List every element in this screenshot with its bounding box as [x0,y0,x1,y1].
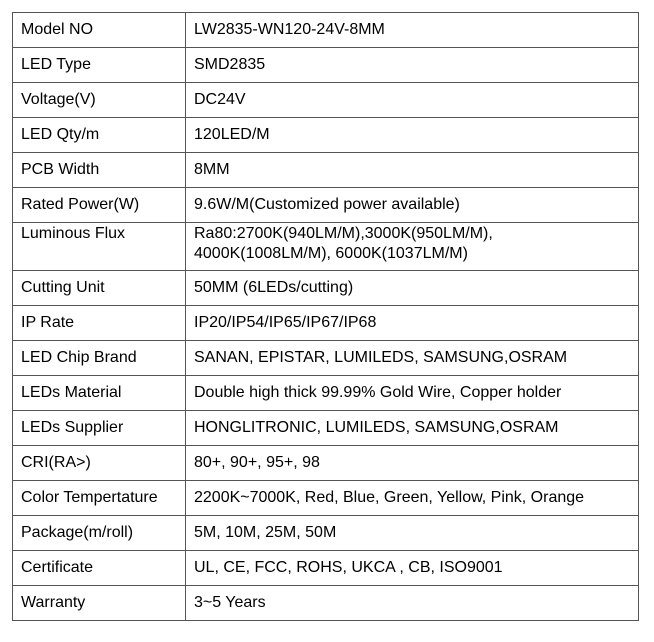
spec-value: 3~5 Years [186,586,639,621]
spec-label: Luminous Flux [13,223,186,271]
spec-label: Cutting Unit [13,271,186,306]
spec-value: 80+, 90+, 95+, 98 [186,446,639,481]
spec-value-line: Ra80:2700K(940LM/M),3000K(950LM/M), [194,225,493,242]
spec-label: LED Qty/m [13,118,186,153]
spec-value: 50MM (6LEDs/cutting) [186,271,639,306]
spec-label: Voltage(V) [13,83,186,118]
spec-label: LEDs Material [13,376,186,411]
table-row [13,376,639,411]
spec-label: Certificate [13,551,186,586]
table-row [13,516,639,551]
spec-value: HONGLITRONIC, LUMILEDS, SAMSUNG,OSRAM [186,411,639,446]
spec-label: LEDs Supplier [13,411,186,446]
table-row [13,223,639,271]
spec-label: LED Type [13,48,186,83]
spec-value: IP20/IP54/IP65/IP67/IP68 [186,306,639,341]
spec-value-line: 4000K(1008LM/M), 6000K(1037LM/M) [194,245,468,262]
spec-label: IP Rate [13,306,186,341]
table-row [13,481,639,516]
spec-value: 120LED/M [186,118,639,153]
spec-value [186,223,639,271]
spec-label: LED Chip Brand [13,341,186,376]
spec-label: Color Tempertature [13,481,186,516]
table-row [13,306,639,341]
spec-value: 8MM [186,153,639,188]
table-row [13,153,639,188]
table-row [13,271,639,306]
table-row [13,83,639,118]
spec-table [12,12,639,621]
table-row [13,118,639,153]
spec-label: Model NO [13,13,186,48]
spec-value: 5M, 10M, 25M, 50M [186,516,639,551]
spec-label: Package(m/roll) [13,516,186,551]
spec-value: LW2835-WN120-24V-8MM [186,13,639,48]
table-row [13,188,639,223]
spec-label: PCB Width [13,153,186,188]
spec-value: SANAN, EPISTAR, LUMILEDS, SAMSUNG,OSRAM [186,341,639,376]
spec-label: CRI(RA>) [13,446,186,481]
table-row [13,13,639,48]
spec-value: 9.6W/M(Customized power available) [186,188,639,223]
spec-value: SMD2835 [186,48,639,83]
table-row [13,341,639,376]
spec-label: Rated Power(W) [13,188,186,223]
table-row [13,446,639,481]
table-row [13,48,639,83]
table-row [13,551,639,586]
spec-value: DC24V [186,83,639,118]
spec-value: 2200K~7000K, Red, Blue, Green, Yellow, Pink, Orange [186,481,639,516]
spec-value: UL, CE, FCC, ROHS, UKCA , CB, ISO9001 [186,551,639,586]
spec-label: Warranty [13,586,186,621]
spec-value: Double high thick 99.99% Gold Wire, Copper holder [186,376,639,411]
table-row [13,586,639,621]
table-row [13,411,639,446]
